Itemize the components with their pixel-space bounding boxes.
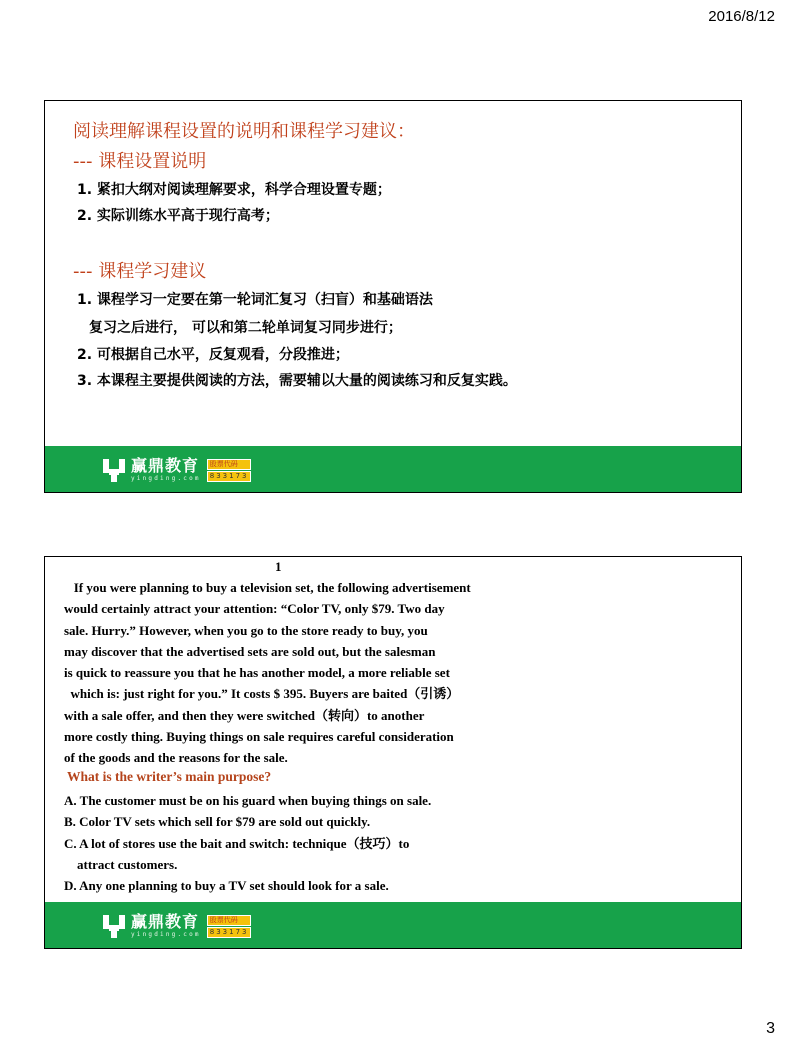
section1-item: 1. 紧扣大纲对阅读理解要求，科学合理设置专题； bbox=[77, 182, 391, 198]
section1-heading: --- 课程设置说明 bbox=[73, 151, 207, 172]
logo-en-text: yingding.com bbox=[131, 475, 201, 482]
slide1-title: 阅读理解课程设置的说明和课程学习建议： bbox=[73, 121, 415, 142]
slide-footer-bar bbox=[45, 446, 741, 492]
passage-line: is quick to reassure you that he has another model, a more reliable set bbox=[64, 665, 450, 681]
answer-option: B. Color TV sets which sell for $79 are sold out quickly. bbox=[64, 814, 371, 830]
answer-option: D. Any one planning to buy a TV set should look for a sale. bbox=[64, 878, 389, 894]
company-logo bbox=[101, 456, 251, 484]
date-header: 2016/8/12 bbox=[708, 8, 775, 25]
passage bbox=[64, 577, 471, 769]
section2-item: 2. 可根据自己水平，反复观看，分段推进； bbox=[77, 347, 349, 363]
passage-line: which is: just right for you.” It costs $ 395. Buyers are baited（引诱） bbox=[64, 686, 460, 702]
answer-option: C. A lot of stores use the bait and switch: technique（技巧）to bbox=[64, 835, 410, 851]
question-number: 1 bbox=[275, 559, 282, 574]
stock-code-digits: 833173 bbox=[207, 471, 252, 482]
section2-item: 1. 课程学习一定要在第一轮词汇复习（扫盲）和基础语法 bbox=[77, 292, 433, 308]
slide-1 bbox=[44, 100, 742, 493]
slide-footer-bar bbox=[45, 902, 741, 948]
logo-mark-icon bbox=[101, 913, 127, 939]
question-prompt: What is the writer’s main purpose? bbox=[67, 769, 272, 784]
passage-line: more costly thing. Buying things on sale requires careful consideration bbox=[64, 729, 454, 745]
passage-line: may discover that the advertised sets are sold out, but the salesman bbox=[64, 643, 436, 659]
section2-item: 3. 本课程主要提供阅读的方法，需要辅以大量的阅读练习和反复实践。 bbox=[77, 373, 517, 389]
logo-en-text: yingding.com bbox=[131, 931, 201, 938]
answer-options bbox=[64, 790, 431, 896]
page-number: 3 bbox=[766, 1020, 775, 1037]
passage-line: would certainly attract your attention: “Color TV, only $79. Two day bbox=[64, 601, 445, 617]
passage-line: of the goods and the reasons for the sale. bbox=[64, 750, 288, 766]
stock-code-label: 股票代码 bbox=[207, 459, 252, 470]
slide-2 bbox=[44, 556, 742, 949]
company-logo bbox=[101, 912, 251, 940]
stock-code-label: 股票代码 bbox=[207, 915, 252, 926]
answer-option: A. The customer must be on his guard when buying things on sale. bbox=[64, 793, 432, 808]
section1-item: 2. 实际训练水平高于现行高考； bbox=[77, 208, 279, 224]
passage-line: with a sale offer, and then they were switched（转向）to another bbox=[64, 707, 425, 723]
section2-heading: --- 课程学习建议 bbox=[73, 261, 207, 282]
logo-mark-icon bbox=[101, 457, 127, 483]
stock-code-digits: 833173 bbox=[207, 927, 252, 938]
logo-cn-text: 赢鼎教育 bbox=[131, 456, 200, 475]
passage-line: If you were planning to buy a television set, the following advertisement bbox=[64, 580, 471, 595]
passage-line: sale. Hurry.” However, when you go to the store ready to buy, you bbox=[64, 622, 428, 638]
answer-option: attract customers. bbox=[64, 856, 178, 872]
logo-cn-text: 赢鼎教育 bbox=[131, 912, 200, 931]
section2-item: 复习之后进行， 可以和第二轮单词复习同步进行； bbox=[89, 320, 402, 336]
